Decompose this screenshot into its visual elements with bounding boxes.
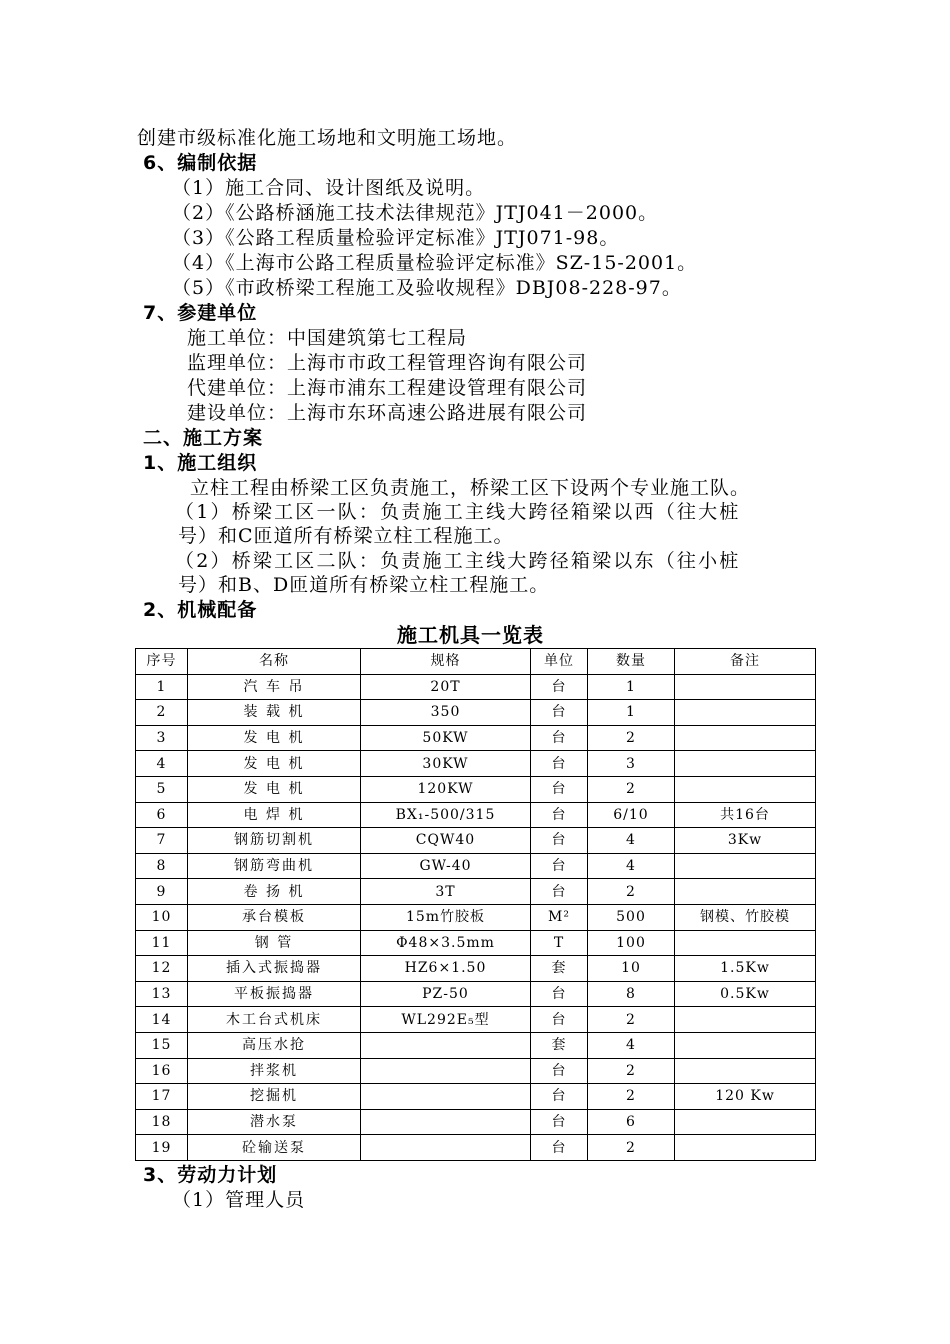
basis-item: （5）《市政桥梁工程施工及验收规程》DBJ08-228-97。 xyxy=(172,277,682,299)
labor-item: （1）管理人员 xyxy=(172,1189,306,1211)
cell-name: 钢筋切割机 xyxy=(188,828,361,854)
cell-spec: CQW40 xyxy=(361,828,531,854)
cell-remark: 钢模、竹胶模 xyxy=(675,904,816,930)
cell-index: 10 xyxy=(136,904,188,930)
cell-name: 高压水抢 xyxy=(188,1032,361,1058)
cell-index: 5 xyxy=(136,776,188,802)
basis-item: （3）《公路工程质量检验评定标准》JTJ071-98。 xyxy=(172,227,620,249)
cell-index: 15 xyxy=(136,1032,188,1058)
team2-line: （2）桥梁工区二队：负责施工主线大跨径箱梁以东（往小桩 xyxy=(175,550,741,572)
header-cell-quantity: 数量 xyxy=(588,649,675,675)
cell-index: 3 xyxy=(136,725,188,751)
cell-name: 发 电 机 xyxy=(188,751,361,777)
cell-remark: 0.5Kw xyxy=(675,981,816,1007)
cell-unit: 台 xyxy=(531,776,588,802)
cell-quantity: 2 xyxy=(588,1084,675,1110)
cell-name: 砼输送泵 xyxy=(188,1135,361,1161)
cell-remark xyxy=(675,1135,816,1161)
team1-line: （1）桥梁工区一队：负责施工主线大跨径箱梁以西（往大桩 xyxy=(175,501,741,523)
table-row xyxy=(136,879,816,905)
cell-remark: 1.5Kw xyxy=(675,956,816,982)
team2-line: 号）和B、D匝道所有桥梁立柱工程施工。 xyxy=(178,574,550,596)
header-cell-unit: 单位 xyxy=(531,649,588,675)
cell-quantity: 2 xyxy=(588,1007,675,1033)
section-heading-units: 7、参建单位 xyxy=(143,302,258,324)
cell-index: 4 xyxy=(136,751,188,777)
section-heading-machinery: 2、机械配备 xyxy=(143,599,258,621)
cell-index: 16 xyxy=(136,1058,188,1084)
cell-unit: 台 xyxy=(531,981,588,1007)
cell-name: 平板振捣器 xyxy=(188,981,361,1007)
header-cell-remark: 备注 xyxy=(675,649,816,675)
cell-quantity: 100 xyxy=(588,930,675,956)
cell-spec: Φ48×3.5mm xyxy=(361,930,531,956)
cell-quantity: 8 xyxy=(588,981,675,1007)
unit-item: 监理单位：上海市市政工程管理咨询有限公司 xyxy=(187,352,588,374)
cell-spec: 30KW xyxy=(361,751,531,777)
cell-index: 11 xyxy=(136,930,188,956)
cell-remark xyxy=(675,1007,816,1033)
cell-name: 发 电 机 xyxy=(188,776,361,802)
cell-spec: 15m竹胶板 xyxy=(361,904,531,930)
cell-name: 卷 扬 机 xyxy=(188,879,361,905)
table-row xyxy=(136,853,816,879)
unit-item: 代建单位：上海市浦东工程建设管理有限公司 xyxy=(187,377,588,399)
cell-index: 6 xyxy=(136,802,188,828)
cell-index: 18 xyxy=(136,1109,188,1135)
table-row xyxy=(136,1032,816,1058)
cell-spec: 120KW xyxy=(361,776,531,802)
cell-quantity: 2 xyxy=(588,776,675,802)
cell-spec: BX₁-500/315 xyxy=(361,802,531,828)
cell-spec: 50KW xyxy=(361,725,531,751)
cell-index: 14 xyxy=(136,1007,188,1033)
cell-index: 17 xyxy=(136,1084,188,1110)
cell-quantity: 500 xyxy=(588,904,675,930)
cell-quantity: 2 xyxy=(588,1135,675,1161)
cell-unit: 台 xyxy=(531,828,588,854)
table-row xyxy=(136,700,816,726)
cell-spec: 20T xyxy=(361,674,531,700)
cell-remark xyxy=(675,674,816,700)
table-row xyxy=(136,981,816,1007)
table-row xyxy=(136,828,816,854)
cell-unit: 套 xyxy=(531,1032,588,1058)
table-row xyxy=(136,1084,816,1110)
cell-remark xyxy=(675,1032,816,1058)
cell-quantity: 2 xyxy=(588,879,675,905)
cell-index: 7 xyxy=(136,828,188,854)
unit-item: 建设单位：上海市东环高速公路进展有限公司 xyxy=(187,402,588,424)
cell-index: 8 xyxy=(136,853,188,879)
table-row xyxy=(136,1058,816,1084)
basis-item: （2）《公路桥涵施工技术法律规范》JTJ041－2000。 xyxy=(172,202,659,224)
cell-index: 9 xyxy=(136,879,188,905)
table-row xyxy=(136,904,816,930)
cell-quantity: 6/10 xyxy=(588,802,675,828)
cell-index: 2 xyxy=(136,700,188,726)
cell-quantity: 2 xyxy=(588,1058,675,1084)
table-row xyxy=(136,751,816,777)
equipment-table xyxy=(135,648,816,1161)
table-title: 施工机具一览表 xyxy=(397,623,544,647)
cell-name: 汽 车 吊 xyxy=(188,674,361,700)
cell-spec xyxy=(361,1109,531,1135)
cell-name: 潜水泵 xyxy=(188,1109,361,1135)
cell-spec: 350 xyxy=(361,700,531,726)
cell-remark: 共16台 xyxy=(675,802,816,828)
table-row xyxy=(136,725,816,751)
cell-name: 拌浆机 xyxy=(188,1058,361,1084)
cell-name: 装 载 机 xyxy=(188,700,361,726)
cell-quantity: 2 xyxy=(588,725,675,751)
cell-index: 1 xyxy=(136,674,188,700)
cell-name: 木工台式机床 xyxy=(188,1007,361,1033)
cell-index: 12 xyxy=(136,956,188,982)
cell-unit: 台 xyxy=(531,1058,588,1084)
cell-index: 19 xyxy=(136,1135,188,1161)
cell-remark xyxy=(675,1109,816,1135)
cell-name: 钢筋弯曲机 xyxy=(188,853,361,879)
cell-quantity: 4 xyxy=(588,1032,675,1058)
header-cell-index: 序号 xyxy=(136,649,188,675)
cell-unit: 台 xyxy=(531,1084,588,1110)
cell-unit: 台 xyxy=(531,853,588,879)
cell-name: 发 电 机 xyxy=(188,725,361,751)
header-cell-spec: 规格 xyxy=(361,649,531,675)
cell-quantity: 1 xyxy=(588,700,675,726)
cell-remark xyxy=(675,853,816,879)
basis-item: （4）《上海市公路工程质量检验评定标准》SZ-15-2001。 xyxy=(172,252,698,274)
cell-quantity: 6 xyxy=(588,1109,675,1135)
intro-line: 创建市级标准化施工场地和文明施工场地。 xyxy=(137,127,518,149)
cell-spec: PZ-50 xyxy=(361,981,531,1007)
cell-index: 13 xyxy=(136,981,188,1007)
cell-unit: 套 xyxy=(531,956,588,982)
cell-unit: M² xyxy=(531,904,588,930)
table-row xyxy=(136,802,816,828)
table-row xyxy=(136,1135,816,1161)
cell-quantity: 4 xyxy=(588,828,675,854)
section-heading-organization: 1、施工组织 xyxy=(143,452,258,474)
table-row xyxy=(136,1007,816,1033)
cell-unit: 台 xyxy=(531,751,588,777)
table-row xyxy=(136,930,816,956)
cell-spec xyxy=(361,1058,531,1084)
cell-spec xyxy=(361,1135,531,1161)
cell-unit: 台 xyxy=(531,1135,588,1161)
cell-spec: HZ6×1.50 xyxy=(361,956,531,982)
cell-remark xyxy=(675,700,816,726)
equipment-table-body xyxy=(136,674,816,1160)
section-heading-basis: 6、编制依据 xyxy=(143,152,258,174)
cell-remark xyxy=(675,1058,816,1084)
organization-intro: 立柱工程由桥梁工区负责施工，桥梁工区下设两个专业施工队。 xyxy=(190,477,751,499)
cell-quantity: 10 xyxy=(588,956,675,982)
cell-remark xyxy=(675,930,816,956)
cell-remark: 120 Kw xyxy=(675,1084,816,1110)
cell-name: 承台模板 xyxy=(188,904,361,930)
table-row xyxy=(136,956,816,982)
cell-spec xyxy=(361,1084,531,1110)
cell-remark: 3Kw xyxy=(675,828,816,854)
unit-item: 施工单位：中国建筑第七工程局 xyxy=(187,327,468,349)
cell-unit: 台 xyxy=(531,879,588,905)
cell-quantity: 4 xyxy=(588,853,675,879)
table-row xyxy=(136,776,816,802)
cell-unit: 台 xyxy=(531,802,588,828)
cell-name: 电 焊 机 xyxy=(188,802,361,828)
cell-unit: 台 xyxy=(531,700,588,726)
cell-unit: T xyxy=(531,930,588,956)
cell-name: 插入式振捣器 xyxy=(188,956,361,982)
cell-spec: 3T xyxy=(361,879,531,905)
cell-remark xyxy=(675,725,816,751)
cell-spec: GW-40 xyxy=(361,853,531,879)
cell-name: 钢 管 xyxy=(188,930,361,956)
cell-unit: 台 xyxy=(531,725,588,751)
cell-remark xyxy=(675,776,816,802)
section-heading-labor: 3、劳动力计划 xyxy=(143,1164,278,1186)
cell-unit: 台 xyxy=(531,1007,588,1033)
basis-item: （1）施工合同、设计图纸及说明。 xyxy=(172,177,486,199)
cell-quantity: 1 xyxy=(588,674,675,700)
cell-quantity: 3 xyxy=(588,751,675,777)
table-header-row xyxy=(136,649,816,675)
table-row xyxy=(136,1109,816,1135)
cell-name: 挖掘机 xyxy=(188,1084,361,1110)
cell-unit: 台 xyxy=(531,674,588,700)
cell-unit: 台 xyxy=(531,1109,588,1135)
part-heading-plan: 二、施工方案 xyxy=(143,427,264,449)
cell-spec xyxy=(361,1032,531,1058)
header-cell-name: 名称 xyxy=(188,649,361,675)
cell-spec: WL292E₅型 xyxy=(361,1007,531,1033)
table-row xyxy=(136,674,816,700)
cell-remark xyxy=(675,751,816,777)
team1-line: 号）和C匝道所有桥梁立柱工程施工。 xyxy=(178,525,514,547)
cell-remark xyxy=(675,879,816,905)
